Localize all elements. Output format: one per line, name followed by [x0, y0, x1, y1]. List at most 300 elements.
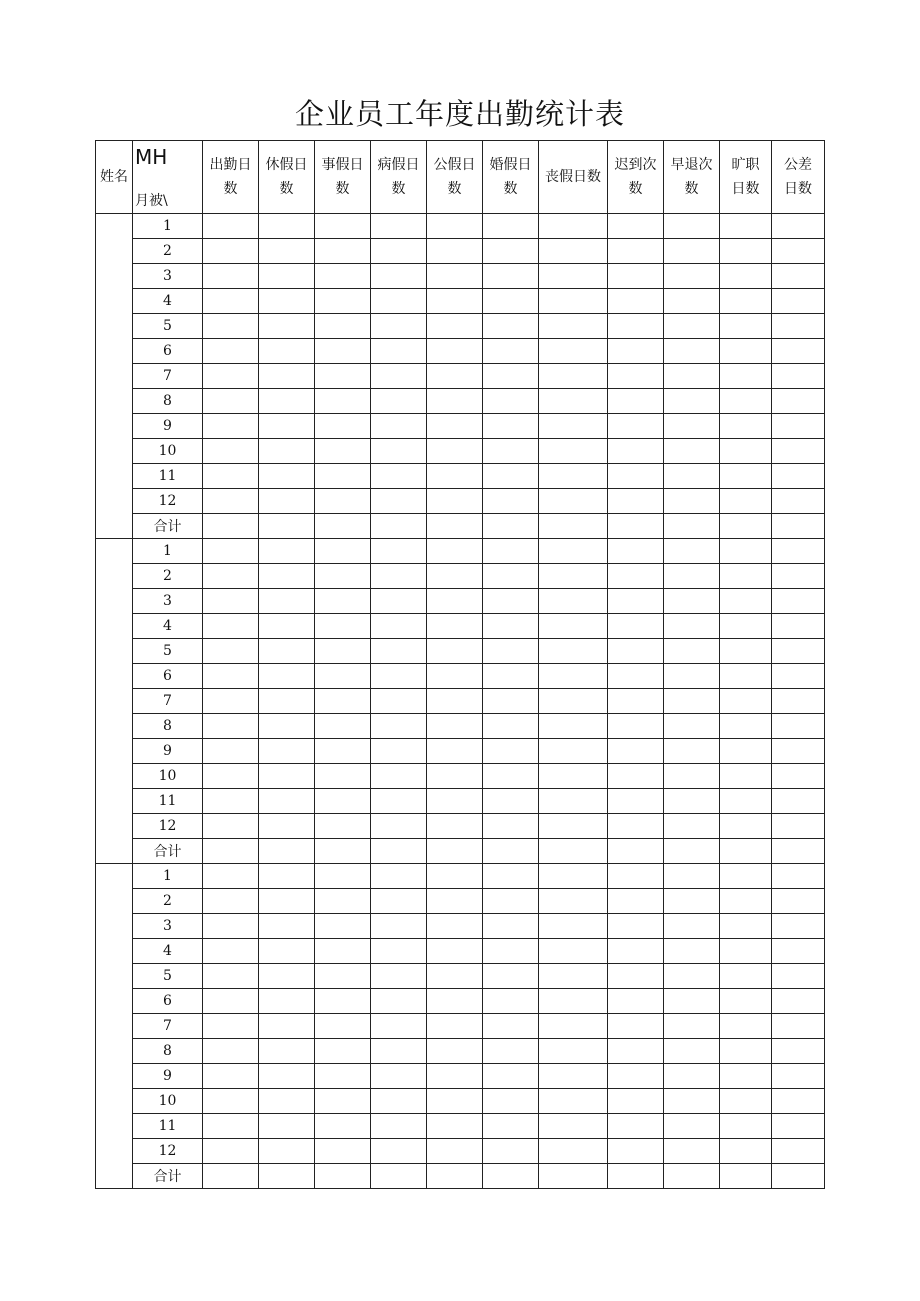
data-cell[interactable] — [427, 264, 483, 289]
data-cell[interactable] — [315, 514, 371, 539]
data-cell[interactable] — [608, 389, 664, 414]
data-cell[interactable] — [259, 739, 315, 764]
data-cell[interactable] — [608, 314, 664, 339]
data-cell[interactable] — [772, 564, 825, 589]
data-cell[interactable] — [664, 514, 720, 539]
data-cell[interactable] — [371, 289, 427, 314]
data-cell[interactable] — [315, 839, 371, 864]
data-cell[interactable] — [772, 464, 825, 489]
data-cell[interactable] — [483, 964, 539, 989]
data-cell[interactable] — [772, 789, 825, 814]
data-cell[interactable] — [539, 964, 608, 989]
data-cell[interactable] — [315, 689, 371, 714]
data-cell[interactable] — [427, 214, 483, 239]
data-cell[interactable] — [315, 489, 371, 514]
data-cell[interactable] — [259, 964, 315, 989]
data-cell[interactable] — [427, 764, 483, 789]
data-cell[interactable] — [664, 689, 720, 714]
data-cell[interactable] — [427, 289, 483, 314]
data-cell[interactable] — [483, 714, 539, 739]
data-cell[interactable] — [203, 964, 259, 989]
data-cell[interactable] — [539, 1139, 608, 1164]
data-cell[interactable] — [608, 364, 664, 389]
data-cell[interactable] — [608, 739, 664, 764]
data-cell[interactable] — [315, 1139, 371, 1164]
data-cell[interactable] — [772, 614, 825, 639]
data-cell[interactable] — [203, 889, 259, 914]
data-cell[interactable] — [720, 564, 772, 589]
data-cell[interactable] — [427, 689, 483, 714]
data-cell[interactable] — [483, 914, 539, 939]
data-cell[interactable] — [539, 1114, 608, 1139]
data-cell[interactable] — [772, 314, 825, 339]
data-cell[interactable] — [203, 1039, 259, 1064]
data-cell[interactable] — [608, 664, 664, 689]
data-cell[interactable] — [772, 1089, 825, 1114]
data-cell[interactable] — [720, 739, 772, 764]
data-cell[interactable] — [259, 539, 315, 564]
data-cell[interactable] — [539, 439, 608, 464]
data-cell[interactable] — [720, 864, 772, 889]
data-cell[interactable] — [315, 1114, 371, 1139]
data-cell[interactable] — [664, 1064, 720, 1089]
data-cell[interactable] — [720, 514, 772, 539]
data-cell[interactable] — [203, 1164, 259, 1189]
data-cell[interactable] — [427, 989, 483, 1014]
data-cell[interactable] — [664, 1089, 720, 1114]
data-cell[interactable] — [664, 314, 720, 339]
data-cell[interactable] — [371, 314, 427, 339]
data-cell[interactable] — [608, 1014, 664, 1039]
data-cell[interactable] — [371, 414, 427, 439]
data-cell[interactable] — [259, 889, 315, 914]
data-cell[interactable] — [664, 289, 720, 314]
data-cell[interactable] — [608, 539, 664, 564]
data-cell[interactable] — [608, 964, 664, 989]
data-cell[interactable] — [772, 714, 825, 739]
data-cell[interactable] — [203, 789, 259, 814]
data-cell[interactable] — [483, 639, 539, 664]
data-cell[interactable] — [483, 439, 539, 464]
data-cell[interactable] — [427, 714, 483, 739]
data-cell[interactable] — [315, 339, 371, 364]
data-cell[interactable] — [259, 289, 315, 314]
data-cell[interactable] — [371, 589, 427, 614]
data-cell[interactable] — [483, 614, 539, 639]
data-cell[interactable] — [371, 964, 427, 989]
data-cell[interactable] — [772, 989, 825, 1014]
data-cell[interactable] — [664, 989, 720, 1014]
data-cell[interactable] — [720, 1039, 772, 1064]
data-cell[interactable] — [772, 689, 825, 714]
data-cell[interactable] — [259, 789, 315, 814]
data-cell[interactable] — [315, 464, 371, 489]
data-cell[interactable] — [664, 864, 720, 889]
data-cell[interactable] — [483, 1164, 539, 1189]
data-cell[interactable] — [539, 939, 608, 964]
data-cell[interactable] — [483, 1014, 539, 1039]
data-cell[interactable] — [259, 564, 315, 589]
data-cell[interactable] — [315, 1014, 371, 1039]
data-cell[interactable] — [720, 464, 772, 489]
data-cell[interactable] — [371, 489, 427, 514]
data-cell[interactable] — [664, 364, 720, 389]
data-cell[interactable] — [371, 564, 427, 589]
data-cell[interactable] — [772, 1114, 825, 1139]
data-cell[interactable] — [203, 1014, 259, 1039]
data-cell[interactable] — [315, 414, 371, 439]
data-cell[interactable] — [720, 389, 772, 414]
data-cell[interactable] — [371, 814, 427, 839]
data-cell[interactable] — [483, 264, 539, 289]
data-cell[interactable] — [772, 514, 825, 539]
data-cell[interactable] — [608, 714, 664, 739]
data-cell[interactable] — [539, 1064, 608, 1089]
data-cell[interactable] — [720, 414, 772, 439]
data-cell[interactable] — [539, 864, 608, 889]
data-cell[interactable] — [608, 764, 664, 789]
data-cell[interactable] — [483, 1039, 539, 1064]
data-cell[interactable] — [315, 1089, 371, 1114]
data-cell[interactable] — [772, 814, 825, 839]
data-cell[interactable] — [203, 864, 259, 889]
data-cell[interactable] — [427, 864, 483, 889]
data-cell[interactable] — [772, 639, 825, 664]
data-cell[interactable] — [483, 489, 539, 514]
data-cell[interactable] — [259, 814, 315, 839]
data-cell[interactable] — [664, 239, 720, 264]
data-cell[interactable] — [259, 1064, 315, 1089]
data-cell[interactable] — [539, 489, 608, 514]
data-cell[interactable] — [427, 514, 483, 539]
data-cell[interactable] — [720, 789, 772, 814]
data-cell[interactable] — [539, 839, 608, 864]
data-cell[interactable] — [664, 564, 720, 589]
data-cell[interactable] — [664, 1114, 720, 1139]
data-cell[interactable] — [539, 589, 608, 614]
data-cell[interactable] — [371, 364, 427, 389]
data-cell[interactable] — [203, 739, 259, 764]
data-cell[interactable] — [259, 264, 315, 289]
data-cell[interactable] — [427, 339, 483, 364]
data-cell[interactable] — [772, 214, 825, 239]
data-cell[interactable] — [608, 889, 664, 914]
data-cell[interactable] — [772, 1139, 825, 1164]
data-cell[interactable] — [608, 1164, 664, 1189]
data-cell[interactable] — [720, 439, 772, 464]
data-cell[interactable] — [371, 439, 427, 464]
data-cell[interactable] — [539, 689, 608, 714]
data-cell[interactable] — [371, 614, 427, 639]
data-cell[interactable] — [427, 964, 483, 989]
data-cell[interactable] — [772, 1164, 825, 1189]
data-cell[interactable] — [772, 589, 825, 614]
data-cell[interactable] — [720, 1139, 772, 1164]
data-cell[interactable] — [483, 889, 539, 914]
data-cell[interactable] — [259, 1164, 315, 1189]
data-cell[interactable] — [664, 839, 720, 864]
data-cell[interactable] — [315, 389, 371, 414]
data-cell[interactable] — [720, 289, 772, 314]
data-cell[interactable] — [664, 664, 720, 689]
data-cell[interactable] — [664, 589, 720, 614]
data-cell[interactable] — [315, 939, 371, 964]
data-cell[interactable] — [720, 1014, 772, 1039]
data-cell[interactable] — [664, 764, 720, 789]
data-cell[interactable] — [427, 614, 483, 639]
data-cell[interactable] — [664, 889, 720, 914]
data-cell[interactable] — [772, 664, 825, 689]
data-cell[interactable] — [720, 339, 772, 364]
data-cell[interactable] — [720, 964, 772, 989]
data-cell[interactable] — [203, 689, 259, 714]
data-cell[interactable] — [371, 539, 427, 564]
data-cell[interactable] — [608, 214, 664, 239]
data-cell[interactable] — [483, 514, 539, 539]
data-cell[interactable] — [259, 764, 315, 789]
data-cell[interactable] — [371, 1164, 427, 1189]
data-cell[interactable] — [539, 1164, 608, 1189]
data-cell[interactable] — [371, 389, 427, 414]
data-cell[interactable] — [608, 1089, 664, 1114]
data-cell[interactable] — [315, 964, 371, 989]
data-cell[interactable] — [203, 814, 259, 839]
data-cell[interactable] — [427, 364, 483, 389]
data-cell[interactable] — [483, 764, 539, 789]
data-cell[interactable] — [203, 489, 259, 514]
data-cell[interactable] — [371, 639, 427, 664]
data-cell[interactable] — [539, 539, 608, 564]
data-cell[interactable] — [259, 939, 315, 964]
data-cell[interactable] — [371, 939, 427, 964]
data-cell[interactable] — [203, 764, 259, 789]
data-cell[interactable] — [371, 664, 427, 689]
data-cell[interactable] — [483, 314, 539, 339]
data-cell[interactable] — [720, 264, 772, 289]
data-cell[interactable] — [203, 339, 259, 364]
data-cell[interactable] — [427, 414, 483, 439]
data-cell[interactable] — [664, 339, 720, 364]
data-cell[interactable] — [315, 914, 371, 939]
data-cell[interactable] — [259, 839, 315, 864]
data-cell[interactable] — [608, 639, 664, 664]
data-cell[interactable] — [259, 214, 315, 239]
data-cell[interactable] — [483, 214, 539, 239]
data-cell[interactable] — [483, 739, 539, 764]
data-cell[interactable] — [720, 939, 772, 964]
data-cell[interactable] — [720, 1114, 772, 1139]
data-cell[interactable] — [315, 614, 371, 639]
data-cell[interactable] — [664, 1014, 720, 1039]
data-cell[interactable] — [259, 439, 315, 464]
data-cell[interactable] — [772, 764, 825, 789]
data-cell[interactable] — [539, 1039, 608, 1064]
data-cell[interactable] — [427, 1014, 483, 1039]
data-cell[interactable] — [664, 739, 720, 764]
data-cell[interactable] — [315, 539, 371, 564]
data-cell[interactable] — [772, 914, 825, 939]
data-cell[interactable] — [772, 339, 825, 364]
data-cell[interactable] — [483, 664, 539, 689]
data-cell[interactable] — [608, 589, 664, 614]
data-cell[interactable] — [720, 489, 772, 514]
data-cell[interactable] — [483, 1139, 539, 1164]
data-cell[interactable] — [539, 289, 608, 314]
data-cell[interactable] — [371, 1014, 427, 1039]
data-cell[interactable] — [483, 789, 539, 814]
data-cell[interactable] — [483, 464, 539, 489]
data-cell[interactable] — [427, 914, 483, 939]
data-cell[interactable] — [483, 364, 539, 389]
data-cell[interactable] — [772, 539, 825, 564]
data-cell[interactable] — [315, 764, 371, 789]
data-cell[interactable] — [664, 914, 720, 939]
data-cell[interactable] — [203, 289, 259, 314]
data-cell[interactable] — [772, 864, 825, 889]
data-cell[interactable] — [664, 789, 720, 814]
data-cell[interactable] — [427, 314, 483, 339]
data-cell[interactable] — [664, 1039, 720, 1064]
data-cell[interactable] — [259, 239, 315, 264]
data-cell[interactable] — [315, 364, 371, 389]
data-cell[interactable] — [427, 539, 483, 564]
data-cell[interactable] — [203, 264, 259, 289]
data-cell[interactable] — [427, 1039, 483, 1064]
data-cell[interactable] — [772, 839, 825, 864]
data-cell[interactable] — [608, 1114, 664, 1139]
data-cell[interactable] — [427, 889, 483, 914]
data-cell[interactable] — [371, 1139, 427, 1164]
data-cell[interactable] — [371, 1039, 427, 1064]
data-cell[interactable] — [539, 364, 608, 389]
data-cell[interactable] — [664, 614, 720, 639]
data-cell[interactable] — [772, 1039, 825, 1064]
data-cell[interactable] — [203, 1114, 259, 1139]
data-cell[interactable] — [371, 839, 427, 864]
data-cell[interactable] — [720, 364, 772, 389]
data-cell[interactable] — [427, 464, 483, 489]
data-cell[interactable] — [427, 239, 483, 264]
data-cell[interactable] — [259, 314, 315, 339]
data-cell[interactable] — [483, 1064, 539, 1089]
data-cell[interactable] — [720, 839, 772, 864]
data-cell[interactable] — [483, 814, 539, 839]
data-cell[interactable] — [203, 639, 259, 664]
data-cell[interactable] — [259, 914, 315, 939]
data-cell[interactable] — [483, 564, 539, 589]
data-cell[interactable] — [315, 989, 371, 1014]
data-cell[interactable] — [203, 364, 259, 389]
data-cell[interactable] — [664, 714, 720, 739]
data-cell[interactable] — [720, 639, 772, 664]
data-cell[interactable] — [772, 889, 825, 914]
data-cell[interactable] — [539, 339, 608, 364]
data-cell[interactable] — [720, 614, 772, 639]
data-cell[interactable] — [371, 714, 427, 739]
data-cell[interactable] — [720, 1089, 772, 1114]
data-cell[interactable] — [720, 539, 772, 564]
employee-name-cell[interactable] — [96, 864, 133, 1189]
data-cell[interactable] — [772, 364, 825, 389]
data-cell[interactable] — [608, 789, 664, 814]
data-cell[interactable] — [427, 814, 483, 839]
data-cell[interactable] — [772, 1064, 825, 1089]
data-cell[interactable] — [371, 1064, 427, 1089]
data-cell[interactable] — [608, 1064, 664, 1089]
data-cell[interactable] — [539, 789, 608, 814]
data-cell[interactable] — [772, 739, 825, 764]
data-cell[interactable] — [772, 414, 825, 439]
data-cell[interactable] — [483, 689, 539, 714]
data-cell[interactable] — [539, 614, 608, 639]
data-cell[interactable] — [539, 814, 608, 839]
data-cell[interactable] — [371, 689, 427, 714]
data-cell[interactable] — [371, 1089, 427, 1114]
data-cell[interactable] — [720, 664, 772, 689]
data-cell[interactable] — [259, 1114, 315, 1139]
employee-name-cell[interactable] — [96, 539, 133, 864]
data-cell[interactable] — [315, 589, 371, 614]
data-cell[interactable] — [720, 239, 772, 264]
data-cell[interactable] — [203, 1089, 259, 1114]
data-cell[interactable] — [427, 789, 483, 814]
data-cell[interactable] — [315, 1164, 371, 1189]
data-cell[interactable] — [608, 839, 664, 864]
data-cell[interactable] — [427, 389, 483, 414]
data-cell[interactable] — [371, 239, 427, 264]
data-cell[interactable] — [371, 864, 427, 889]
data-cell[interactable] — [539, 464, 608, 489]
data-cell[interactable] — [315, 639, 371, 664]
data-cell[interactable] — [427, 1139, 483, 1164]
data-cell[interactable] — [259, 489, 315, 514]
data-cell[interactable] — [483, 864, 539, 889]
data-cell[interactable] — [483, 339, 539, 364]
data-cell[interactable] — [539, 239, 608, 264]
data-cell[interactable] — [203, 714, 259, 739]
data-cell[interactable] — [259, 639, 315, 664]
data-cell[interactable] — [720, 589, 772, 614]
data-cell[interactable] — [608, 564, 664, 589]
data-cell[interactable] — [720, 314, 772, 339]
data-cell[interactable] — [203, 839, 259, 864]
data-cell[interactable] — [259, 589, 315, 614]
data-cell[interactable] — [608, 864, 664, 889]
data-cell[interactable] — [259, 664, 315, 689]
data-cell[interactable] — [427, 664, 483, 689]
data-cell[interactable] — [203, 414, 259, 439]
data-cell[interactable] — [664, 389, 720, 414]
data-cell[interactable] — [608, 914, 664, 939]
data-cell[interactable] — [772, 439, 825, 464]
data-cell[interactable] — [539, 314, 608, 339]
data-cell[interactable] — [483, 414, 539, 439]
data-cell[interactable] — [720, 689, 772, 714]
data-cell[interactable] — [664, 439, 720, 464]
data-cell[interactable] — [427, 1164, 483, 1189]
data-cell[interactable] — [483, 239, 539, 264]
data-cell[interactable] — [664, 814, 720, 839]
data-cell[interactable] — [483, 1114, 539, 1139]
data-cell[interactable] — [315, 239, 371, 264]
data-cell[interactable] — [315, 789, 371, 814]
data-cell[interactable] — [427, 1089, 483, 1114]
data-cell[interactable] — [664, 489, 720, 514]
data-cell[interactable] — [203, 464, 259, 489]
data-cell[interactable] — [608, 489, 664, 514]
data-cell[interactable] — [315, 889, 371, 914]
data-cell[interactable] — [203, 389, 259, 414]
